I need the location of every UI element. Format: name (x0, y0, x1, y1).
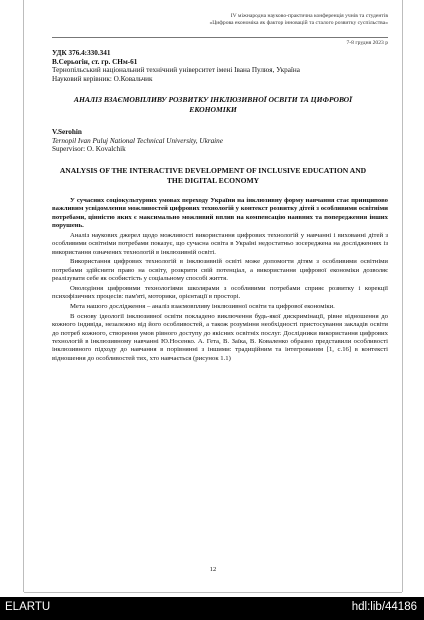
author-block-uk (52, 49, 300, 83)
conference-date: 7-8 грудня 2023 р (346, 40, 388, 46)
paper-title-uk: АНАЛІЗ ВЗАЄМОВПЛИВУ РОЗВИТКУ ІНКЛЮЗИВНОЇ ОСВІТИ ТА ЦИФРОВОЇ ЕКОНОМІКИ (73, 95, 353, 114)
paper-body (52, 197, 388, 365)
paragraph-2: Аналіз наукових джерел щодо можливості використання цифрових технологій у навчанні і вихованні дітей з особливими освітніми потребами показує, що сучасна освіта в Україні недостатньо зосереджена на дослідженнях із використання означених технологій в інклюзивній освіті. (52, 231, 388, 256)
paragraph-4: Оволодіння цифровими технологіями школярами з особливими потребами сприяє розвитку і корекції психофізичних процесів: пам'яті, моторики, орієнтації в просторі. (52, 284, 388, 301)
repository-name: ELARTU (5, 601, 51, 613)
author-name-en: V.Serohin (52, 128, 82, 136)
conference-header (88, 13, 388, 27)
page-number: 12 (209, 566, 217, 573)
paragraph-1: У сучасних соціокультурних умовах переходу України на інклюзивну форму навчання стає принципово важливим усвідомлення можливостей цифрових технологій у контекст розвитку дітей з особливими освітніми потребами, цінністю яких є максимально можливий вплив на компенсацію наявних та попередження інших порушень. (52, 197, 388, 230)
university-en: Ternopil Ivan Puluj National Technical University, Ukraine (52, 136, 223, 145)
repository-footer (0, 597, 424, 620)
conference-header-line2: «Цифрова економіка як фактор інновацій та сталого розвитку суспільства» (209, 20, 388, 26)
paragraph-6: В основу ідеології інклюзивної освіти покладено виключення будь-якої дискримінації, рівне відношення до кожного індивіда, незалежно від його особливостей, а також розуміння необхідності пристосування закладів освіти до потреб кожного, створення умов рівного доступу до якісних освітніх послуг. Дослідники використання цифрових технологій в інклюзивному навчанні Ю.Носенко. А. Гета, В. Заїка, В. Коваленко образно представили особливості інклюзивного підходу до навчання в порівнянні з іншими: традиційним та інтегрованим [1, с.16] в контексті відношення до особливостей тих, хто навчається (рисунок 1.1) (52, 312, 388, 362)
conference-header-line1: IV міжнародна науково-практична конференція учнів та студентів (230, 13, 388, 19)
paragraph-3: Використання цифрових технологій в інклюзивній освіті може допомогти дітям з особливими освітніми потребами здійснити право на освіту, розкрити свій потенціал, а використання цифрової економіки дозволяє реалізувати себе як особистість у соціальному способі життя. (52, 258, 388, 283)
udc-code: УДК 376.4:330.341 (52, 49, 111, 57)
handle-identifier: hdl:lib/44186 (351, 601, 417, 613)
author-block-en (52, 128, 223, 154)
author-name-uk: В.Серьогін, ст. гр. СНм-61 (52, 57, 138, 66)
paper-title-en: ANALYSIS OF THE INTERACTIVE DEVELOPMENT OF INCLUSIVE EDUCATION AND THE DIGITAL ECONOMY (59, 166, 367, 185)
supervisor-en: Supervisor: O. Kovalchik (52, 145, 126, 154)
university-uk: Тернопільський національний технічний університет імені Івана Пулюя, Україна (52, 66, 300, 75)
document-page (24, 0, 402, 592)
header-divider (52, 37, 388, 38)
supervisor-uk: Науковий керівник: О.Ковальчик (52, 74, 153, 83)
paragraph-5: Мета нашого дослідження – аналіз взаємовпливу інклюзивної освіти та цифрової економіки. (70, 303, 335, 311)
